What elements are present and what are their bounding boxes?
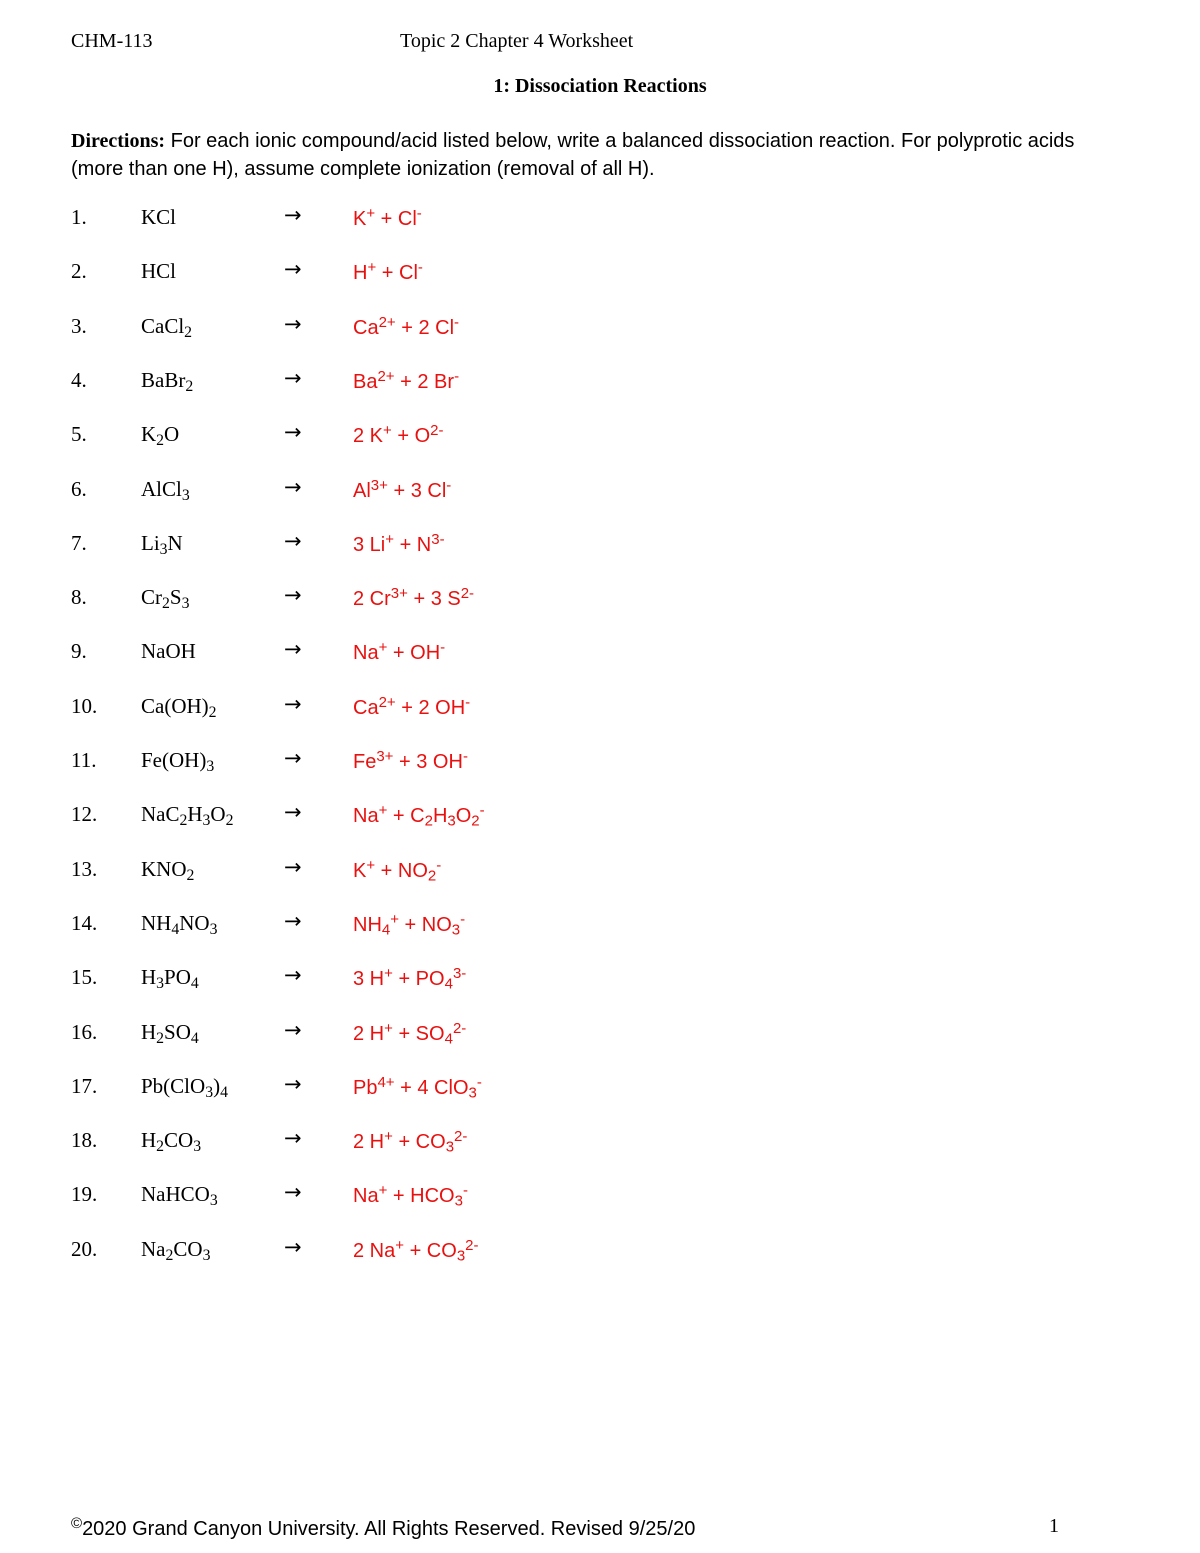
problem-row — [0, 854, 1200, 893]
problem-number: 9. — [71, 639, 87, 664]
problem-row — [0, 311, 1200, 350]
problem-number: 6. — [71, 476, 87, 501]
problem-row — [0, 908, 1200, 947]
compound-formula: NaOH — [141, 639, 196, 664]
problem-row — [0, 585, 1200, 621]
reaction-arrow-icon: → — [284, 1071, 302, 1096]
reaction-arrow-icon: → — [284, 1234, 302, 1259]
compound-formula: $NH_4NO_3$ — [141, 910, 218, 938]
problem-number: 4. — [71, 367, 87, 392]
problem-row — [0, 1234, 1200, 1273]
reaction-arrow-icon: → — [284, 1180, 302, 1205]
directions — [71, 127, 1131, 183]
dissociation-answer: $Ba^{2+} + 2$ Br- — [353, 367, 460, 393]
problem-row — [0, 365, 1200, 404]
problem-row — [0, 1071, 1200, 1110]
compound-formula: BaBr$_2$ — [141, 367, 194, 395]
compound-formula: HCl — [141, 259, 177, 284]
compound-formula: $H_2CO_3$ — [141, 1128, 202, 1156]
reaction-arrow-icon: → — [284, 963, 302, 988]
dissociation-answer: 2 $K^+ + O^{2-}$ — [353, 422, 444, 447]
problem-number: 19. — [71, 1182, 98, 1207]
reaction-arrow-icon: → — [284, 583, 302, 608]
directions-label: Directions: — [71, 130, 166, 152]
reaction-arrow-icon: → — [284, 528, 302, 553]
problem-number: 16. — [71, 1019, 98, 1044]
dissociation-answer: 3 $H^+ + PO_4^{3-}$ — [353, 965, 467, 993]
problem-row — [0, 1017, 1200, 1056]
problem-row — [0, 422, 1200, 458]
compound-formula: AlCl$_3$ — [141, 476, 190, 504]
compound-formula: $NaC_2H_3O_2$ — [141, 802, 234, 830]
problem-number: 15. — [71, 965, 98, 990]
reaction-arrow-icon: → — [284, 420, 302, 445]
reaction-arrow-icon: → — [284, 854, 302, 879]
course-code: CHM-113 — [71, 30, 153, 52]
reaction-arrow-icon: → — [284, 257, 302, 282]
problem-number: 8. — [71, 585, 87, 610]
reaction-arrow-icon: → — [284, 691, 302, 716]
reaction-arrow-icon: → — [284, 311, 302, 336]
dissociation-answer: H+ + Cl- — [353, 259, 423, 285]
dissociation-answer: 2 $Na^+ + CO_3^{2-}$ — [353, 1236, 479, 1265]
compound-formula: $Pb(ClO_3)_4$ — [141, 1073, 228, 1101]
dissociation-answer: $Fe^{3+} + 3$ OH- — [353, 748, 468, 773]
dissociation-answer: K+ + Cl- — [353, 205, 422, 230]
problem-row — [0, 259, 1200, 295]
compound-formula: $Na_2CO_3$ — [141, 1236, 211, 1264]
problem-row — [0, 639, 1200, 675]
compound-formula: $H_3PO_4$ — [141, 965, 199, 993]
dissociation-answer: $Ca^{2+} + 2$ Cl- — [353, 313, 460, 339]
compound-formula: $Ca(OH)_2$ — [141, 693, 217, 721]
problem-number: 13. — [71, 856, 98, 881]
worksheet-title: Topic 2 Chapter 4 Worksheet — [400, 30, 634, 52]
dissociation-answer: 2 $Cr^{3+} + 3$ $S^{2-}$ — [353, 585, 475, 610]
problem-row — [0, 802, 1200, 838]
reaction-arrow-icon: → — [284, 474, 302, 499]
directions-text: For each ionic compound/acid listed below, write a balanced dissociation reaction. For polyprotic acids (more than one H), assume complete ionization (removal of all H). — [71, 130, 1075, 180]
compound-formula: $H_2SO_4$ — [141, 1019, 199, 1047]
dissociation-answer: 2 $H^+ + SO_4^{2-}$ — [353, 1019, 467, 1047]
footer — [71, 1515, 695, 1541]
compound-formula: $Fe(OH)_3$ — [141, 748, 215, 775]
compound-formula: $KNO_2$ — [141, 856, 195, 884]
problem-row — [0, 528, 1200, 567]
problem-number: 11. — [71, 748, 97, 772]
reaction-arrow-icon: → — [284, 746, 302, 770]
dissociation-answer: $NH_4^+ + NO_3^-$ — [353, 910, 466, 939]
problem-number: 12. — [71, 802, 98, 827]
dissociation-answer: $Ca^{2+} + 2$ OH- — [353, 693, 471, 719]
compound-formula: KCl — [141, 205, 177, 229]
reaction-arrow-icon: → — [284, 203, 302, 227]
compound-formula: CaCl$_2$ — [141, 313, 193, 341]
dissociation-answer: $Al^{3+} + 3$ Cl- — [353, 476, 452, 502]
dissociation-answer: 2 $H^+ + CO_3^{2-}$ — [353, 1128, 468, 1156]
compound-formula: $Li_3N$ — [141, 530, 183, 558]
section-title: 1: Dissociation Reactions — [493, 75, 707, 97]
dissociation-answer: 3 $Li^+ + N^{3-}$ — [353, 530, 445, 556]
problem-number: 17. — [71, 1073, 98, 1098]
problem-number: 10. — [71, 693, 98, 718]
reaction-arrow-icon: → — [284, 637, 302, 662]
problem-row — [0, 691, 1200, 730]
reaction-arrow-icon: → — [284, 1126, 302, 1151]
problem-row — [0, 205, 1200, 241]
dissociation-answer: $Pb^{4+} + 4$ ClO$_3$- — [353, 1073, 482, 1102]
reaction-arrow-icon: → — [284, 908, 302, 933]
problem-row — [0, 1128, 1200, 1164]
reaction-arrow-icon: → — [284, 1017, 302, 1042]
problem-number: 7. — [71, 530, 87, 555]
reaction-arrow-icon: → — [284, 365, 302, 390]
compound-formula: $K_2O$ — [141, 422, 180, 450]
problem-number: 1. — [71, 205, 87, 229]
footer-text: 2020 Grand Canyon University. All Rights Reserved. Revised 9/25/20 — [82, 1517, 696, 1540]
dissociation-answer: $K^+ + NO_2^-$ — [353, 856, 442, 885]
page-number: 1 — [1049, 1515, 1059, 1537]
compound-formula: NaHCO$_3$ — [141, 1182, 218, 1210]
problem-row — [0, 965, 1200, 1001]
problem-number: 5. — [71, 422, 87, 447]
problem-number: 14. — [71, 910, 98, 935]
problem-number: 18. — [71, 1128, 98, 1153]
dissociation-answer: $Na^+ + HCO_3^-$ — [353, 1182, 468, 1210]
copyright-symbol: © — [71, 1515, 83, 1532]
problem-number: 20. — [71, 1236, 98, 1261]
problem-row — [0, 748, 1200, 784]
reaction-arrow-icon: → — [284, 800, 302, 825]
problem-number: 2. — [71, 259, 87, 284]
problem-number: 3. — [71, 313, 87, 338]
dissociation-answer: $Na^+ + C_2H_3O_2^-$ — [353, 802, 485, 830]
problem-row — [0, 474, 1200, 513]
compound-formula: $Cr_2S_3$ — [141, 585, 190, 613]
problem-row — [0, 1182, 1200, 1218]
dissociation-answer: Na+ + OH- — [353, 639, 446, 665]
